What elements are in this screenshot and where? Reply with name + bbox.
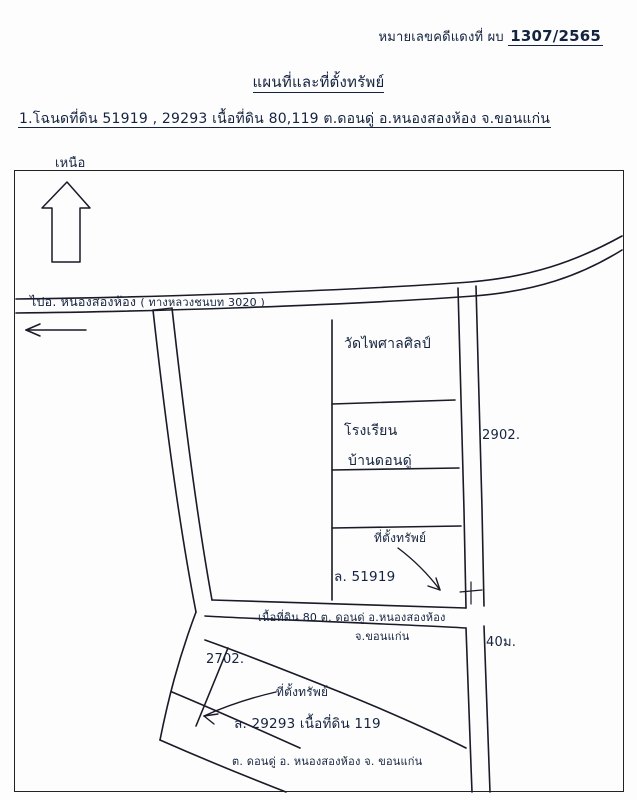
case-number-value: 1307/2565 bbox=[510, 27, 601, 45]
case-number-label: หมายเลขคดีแดงที่ ผบ bbox=[378, 30, 504, 45]
deed-description-text: 1.โฉนดที่ดิน 51919 , 29293 เนื้อที่ดิน 80,119 ต.ดอนดู่ อ.หนองสองห้อง จ.ขอนแก่น bbox=[19, 111, 551, 127]
school-label-line2: บ้านดอนดู่ bbox=[348, 453, 412, 469]
page-title bbox=[0, 70, 637, 94]
north-label: เหนือ bbox=[55, 156, 86, 171]
school-label-line1: โรงเรียน bbox=[344, 423, 398, 439]
plot-2-label: ล. 29293 เนื้อที่ดิน 119 bbox=[234, 716, 381, 732]
case-number-line bbox=[378, 26, 603, 47]
plot-1-label: ล. 51919 bbox=[334, 569, 396, 585]
road-left-label bbox=[30, 292, 265, 312]
road-left-label-text: ไปอ. หนองสองห้อง bbox=[30, 294, 137, 309]
plot-1-description-line1: เนื้อที่ดิน 80 ต. ดอนดู่ อ.หนองสองห้อง bbox=[258, 611, 446, 624]
temple-label: วัดไพศาลศิลป์ bbox=[344, 336, 431, 352]
property-position-label-1: ที่ตั้งทรัพย์ bbox=[374, 531, 427, 545]
plot-1-description-line2: จ.ขอนแก่น bbox=[355, 630, 410, 643]
dimension-right-upper: 2902. bbox=[482, 428, 521, 443]
page-title-text: แผนที่และที่ตั้งทรัพย์ bbox=[252, 73, 385, 91]
deed-description bbox=[18, 108, 551, 130]
dimension-right-lower: 40ม. bbox=[486, 635, 517, 650]
plot-2-description: ต. ดอนดู่ อ. หนองสองห้อง จ. ขอนแก่น bbox=[232, 755, 423, 768]
dimension-left: 2702. bbox=[206, 652, 245, 667]
property-position-label-2: ที่ตั้งทรัพย์ bbox=[276, 685, 329, 699]
road-left-sub-text: ( ทางหลวงชนบท 3020 ) bbox=[140, 296, 265, 309]
